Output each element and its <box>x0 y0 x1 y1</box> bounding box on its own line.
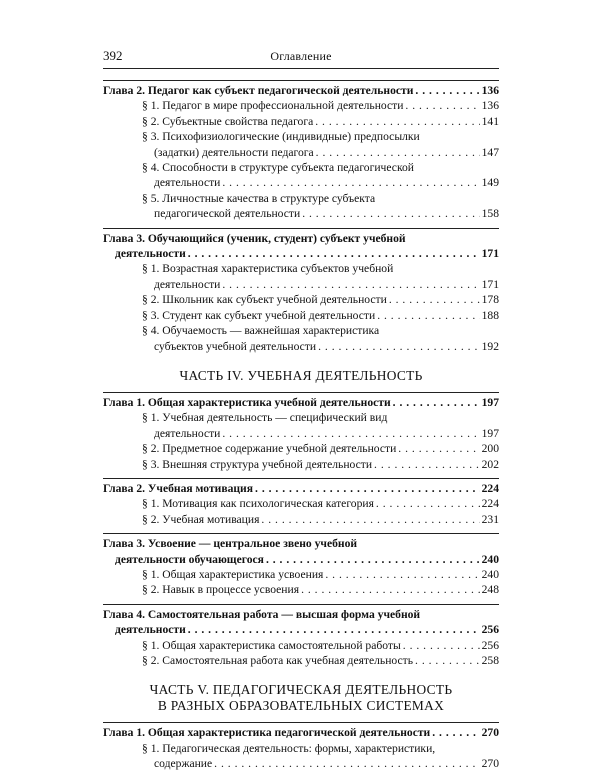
section-entry-text: § 5. Личностные качества в структуре субъекта <box>142 191 376 205</box>
dot-leader <box>222 175 479 190</box>
dot-leader <box>398 441 479 456</box>
dot-leader <box>376 496 480 511</box>
dot-leader <box>393 395 480 410</box>
section-entry-text: § 2. Навык в процессе усвоения <box>142 583 300 597</box>
section-entry-text: § 3. Психофизиологические (индивидные) предпосылки <box>142 130 420 144</box>
table-of-contents <box>103 80 499 772</box>
section-entry-page: 136 <box>481 99 499 113</box>
section-entry-line <box>103 339 499 354</box>
section-entry-text: содержание <box>154 757 213 771</box>
section-entry-page: 231 <box>481 512 499 526</box>
section-entry-text: § 1. Педагог в мире профессиональной деятельности <box>142 99 404 113</box>
dot-leader <box>266 552 480 567</box>
chapter-title-line <box>103 246 499 261</box>
chapter-title-line <box>103 231 499 246</box>
section-entry-line <box>103 457 499 472</box>
section-entry-page: 240 <box>481 567 499 581</box>
chapter-title-line <box>103 622 499 637</box>
section-entry-page: 141 <box>481 114 499 128</box>
section-entry-text: § 1. Мотивация как психологическая категория <box>142 497 374 511</box>
section-entry-text: § 3. Внешняя структура учебной деятельности <box>142 457 373 471</box>
dot-leader <box>415 653 480 668</box>
chapter-title-text: Глава 4. Самостоятельная работа — высшая форма учебной <box>103 607 421 621</box>
section-entry-line <box>103 114 499 129</box>
chapter-title-text: деятельности <box>115 623 186 637</box>
section-entry-text: § 2. Субъектные свойства педагога <box>142 114 314 128</box>
section-entry-page: 158 <box>481 207 499 221</box>
book-page <box>103 38 499 771</box>
chapter-title-line <box>103 536 499 551</box>
section-entry-line <box>103 512 499 527</box>
chapter-block <box>103 478 499 527</box>
part-title <box>103 368 499 384</box>
dot-leader <box>415 83 479 98</box>
section-entry-line <box>103 582 499 597</box>
dot-leader <box>188 246 480 261</box>
dot-leader <box>318 339 480 354</box>
section-entry-text: § 4. Обучаемость — важнейшая характеристика <box>142 324 380 338</box>
chapter-title-line <box>103 725 499 740</box>
chapter-title-line <box>103 552 499 567</box>
section-entry-line <box>103 292 499 307</box>
chapter-title-line <box>103 395 499 410</box>
running-title: Оглавление <box>270 49 332 63</box>
section-entry-line <box>103 277 499 292</box>
dot-leader <box>377 308 479 323</box>
dot-leader <box>389 292 480 307</box>
header-rule <box>103 68 499 69</box>
section-entry-line <box>103 191 499 206</box>
chapter-block <box>103 228 499 354</box>
dot-leader <box>222 426 479 441</box>
part-title-line: В РАЗНЫХ ОБРАЗОВАТЕЛЬНЫХ СИСТЕМАХ <box>157 698 445 714</box>
chapter-title-text: Глава 2. Учебная мотивация <box>103 481 254 495</box>
section-entry-text: деятельности <box>154 277 221 291</box>
chapter-title-line <box>103 481 499 496</box>
section-entry-line <box>103 441 499 456</box>
part-title <box>103 682 499 714</box>
section-entry-page: 178 <box>481 293 499 307</box>
section-entry-page: 248 <box>481 583 499 597</box>
section-entry-line <box>103 145 499 160</box>
dot-leader <box>302 206 479 221</box>
section-entry-page: 171 <box>481 277 499 291</box>
chapter-title-page: 171 <box>481 247 499 261</box>
section-entry-line <box>103 160 499 175</box>
chapter-title-text: Глава 1. Общая характеристика педагогической деятельности <box>103 726 431 740</box>
dot-leader <box>214 756 479 771</box>
section-entry-page: 256 <box>481 638 499 652</box>
section-entry-line <box>103 756 499 771</box>
section-entry-page: 147 <box>481 145 499 159</box>
section-entry-text: § 1. Педагогическая деятельность: формы, характеристики, <box>142 741 436 755</box>
chapter-title-text: деятельности <box>115 247 186 261</box>
chapter-block <box>103 533 499 598</box>
section-entry-page: 200 <box>481 442 499 456</box>
chapter-title-page: 136 <box>481 84 499 97</box>
section-entry-line <box>103 98 499 113</box>
section-entry-line <box>103 638 499 653</box>
dot-leader <box>325 567 479 582</box>
dot-leader <box>405 98 479 113</box>
section-entry-text: § 1. Возрастная характеристика субъектов учебной <box>142 262 394 276</box>
section-entry-text: § 1. Общая характеристика самостоятельной работы <box>142 638 401 652</box>
section-entry-text: § 2. Предметное содержание учебной деятельности <box>142 442 397 456</box>
chapter-title-line <box>103 83 499 98</box>
running-head <box>103 38 499 62</box>
section-entry-text: педагогической деятельности <box>154 207 301 221</box>
section-entry-line <box>103 410 499 425</box>
section-entry-page: 202 <box>481 457 499 471</box>
section-entry-line <box>103 206 499 221</box>
section-entry-text: § 2. Учебная мотивация <box>142 512 260 526</box>
section-entry-page: 149 <box>481 176 499 190</box>
section-entry-line <box>103 426 499 441</box>
chapter-block <box>103 392 499 472</box>
chapter-title-page: 240 <box>481 552 499 566</box>
section-entry-text: § 2. Школьник как субъект учебной деятельности <box>142 293 387 307</box>
dot-leader <box>255 481 480 496</box>
section-entry-line <box>103 496 499 511</box>
page-number: 392 <box>103 48 123 63</box>
section-entry-page: 258 <box>481 654 499 667</box>
chapter-block <box>103 604 499 669</box>
section-entry-line <box>103 323 499 338</box>
section-entry-page: 188 <box>481 308 499 322</box>
chapter-title-text: Глава 1. Общая характеристика учебной деятельности <box>103 395 391 409</box>
section-entry-text: деятельности <box>154 176 221 190</box>
section-entry-line <box>103 567 499 582</box>
chapter-block <box>103 722 499 771</box>
section-entry-text: § 2. Самостоятельная работа как учебная деятельность <box>142 654 414 667</box>
chapter-title-text: деятельности обучающегося <box>115 552 264 566</box>
section-entry-line <box>103 129 499 144</box>
chapter-block <box>103 80 499 222</box>
section-entry-line <box>103 175 499 190</box>
section-entry-page: 197 <box>481 426 499 440</box>
section-entry-text: § 4. Способности в структуре субъекта педагогической <box>142 161 414 175</box>
dot-leader <box>222 277 479 292</box>
dot-leader <box>261 512 479 527</box>
section-entry-page: 270 <box>481 757 499 771</box>
section-entry-line <box>103 308 499 323</box>
dot-leader <box>403 638 480 653</box>
section-entry-text: субъектов учебной деятельности <box>154 339 317 353</box>
dot-leader <box>374 457 480 472</box>
dot-leader <box>315 114 479 129</box>
section-entry-line <box>103 741 499 756</box>
section-entry-text: § 1. Общая характеристика усвоения <box>142 567 324 581</box>
part-title-line: ЧАСТЬ V. ПЕДАГОГИЧЕСКАЯ ДЕЯТЕЛЬНОСТЬ <box>149 682 453 698</box>
chapter-title-page: 270 <box>481 726 499 740</box>
dot-leader <box>432 725 479 740</box>
chapter-title-text: Глава 3. Усвоение — центральное звено учебной <box>103 537 358 551</box>
section-entry-line <box>103 653 499 668</box>
chapter-title-text: Глава 3. Обучающийся (ученик, студент) субъект учебной <box>103 231 406 245</box>
chapter-title-page: 256 <box>481 623 499 637</box>
chapter-title-page: 197 <box>481 395 499 409</box>
section-entry-text: деятельности <box>154 426 221 440</box>
chapter-title-page: 224 <box>481 481 499 495</box>
part-title-line: ЧАСТЬ IV. УЧЕБНАЯ ДЕЯТЕЛЬНОСТЬ <box>179 367 423 383</box>
dot-leader <box>188 622 480 637</box>
section-entry-page: 224 <box>481 497 499 511</box>
section-entry-page: 192 <box>481 339 499 353</box>
chapter-title-line <box>103 607 499 622</box>
dot-leader <box>316 145 480 160</box>
dot-leader <box>301 582 480 597</box>
section-entry-line <box>103 261 499 276</box>
chapter-title-text: Глава 2. Педагог как субъект педагогической деятельности <box>103 84 414 97</box>
section-entry-text: § 1. Учебная деятельность — специфический вид <box>142 411 388 425</box>
section-entry-text: (задатки) деятельности педагога <box>154 145 314 159</box>
section-entry-text: § 3. Студент как субъект учебной деятельности <box>142 308 376 322</box>
